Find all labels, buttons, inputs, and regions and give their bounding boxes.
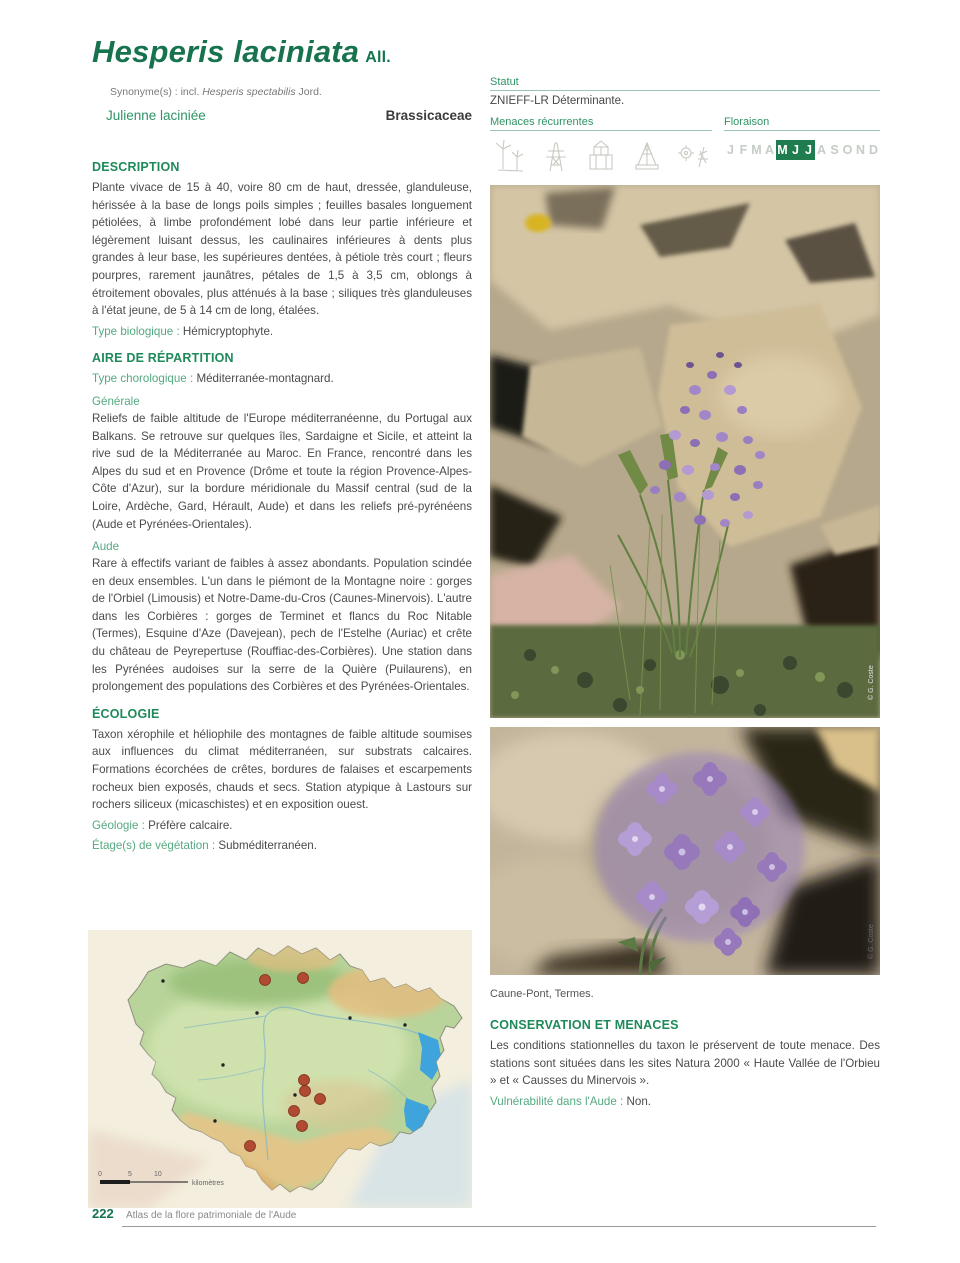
aude-text: Rare à effectifs variant de faibles à assez abondants. Population scindée en deux ensembles. L'un dans le piémont de la Montagne noire : gorges de l'Orbiel (Limousis) et Notre-Dame-du-Cros (Caunes-Minervois). L'autre dans les Corbières : gorges de Terminet et flancs du Roc Nitable (Termes), Esquine d'Aze (Davejean), pech de l'Estelhe (Auriac) et crête du château de Peyrepertuse (Rouffiac-des-Corbières). Une station dans les Pyrénées audoises sur la serre de la Quière (Puilaurens), en prolongement des populations des Corbières et des Pyrénées-Orientales. (92, 557, 472, 694)
scale-label-10: 10 (154, 1171, 162, 1178)
page-title (92, 34, 391, 70)
description-heading: DESCRIPTION (92, 160, 180, 174)
synonym-prefix: Synonyme(s) : incl. (110, 86, 200, 98)
synonym-species: Hesperis spectabilis (202, 86, 296, 98)
town-dot (403, 1023, 406, 1026)
month-cell: J (727, 143, 734, 157)
species-name: Hesperis laciniata (92, 34, 360, 69)
ecologie-heading: ÉCOLOGIE (92, 706, 160, 721)
town-dot (221, 1063, 224, 1066)
floraison-label: Floraison (724, 116, 880, 131)
month-cell: D (868, 143, 879, 157)
floraison-column (724, 116, 880, 175)
month-cell: M (776, 140, 789, 160)
geologie-value: Préfère calcaire. (148, 818, 233, 832)
ecologie-text: Taxon xérophile et héliophile des montagnes de faible altitude soumises aux influences du climat méditerranéen, sur substrats calcaires. Formations écorchées de crêtes, bordures de falaises et escarpements rocheux bien exposés, chauds et secs. Station atypique à Lastours sur rochers siliceux (micaschistes) et en exposition ouest. (92, 727, 472, 812)
vulnerabilite-line (490, 1093, 880, 1111)
type-biologique-label: Type biologique : (92, 324, 180, 338)
type-biologique-value: Hémicryptophyte. (182, 324, 274, 338)
occurrence-dot (289, 1106, 300, 1117)
type-biologique-line (92, 323, 472, 341)
town-dot (161, 979, 164, 982)
vulnerabilite-value: Non. (626, 1094, 651, 1108)
distribution-map (88, 930, 472, 1208)
month-cell: F (739, 143, 748, 157)
left-column (92, 160, 472, 858)
description-text: Plante vivace de 15 à 40, voire 80 cm de haut, dressée, glanduleuse, hérissée à la base de longs poils simples ; feuilles basales longuement pétiolées, à limbe profondément lobé dans leur partie inférieure et légèrement luisant dessus, les caulinaires inférieures à dents plus grandes à leur base, les supérieures dentées, à pétiole très court ; fleurs pourpres, rarement jaunâtres, pétales de 1,5 à 3,5 cm, oblongs à étroitement obovales, plus atténués à la base ; siliques très glanduleuses à l'état jeune, de 5 à 14 cm de long, étalées. (92, 181, 472, 318)
town-dot (255, 1011, 258, 1014)
occurrence-dot (299, 1075, 310, 1086)
page-number: 222 (92, 1206, 114, 1221)
menace-power-pylon-icon (536, 137, 574, 175)
occurrence-dot (298, 973, 309, 984)
month-cell: O (842, 143, 853, 157)
occurrence-dot (260, 975, 271, 986)
generale-subheading: Générale (92, 394, 140, 408)
synonym-author: Jord. (298, 86, 322, 98)
occurrence-dot (297, 1121, 308, 1132)
type-chorologique-label: Type chorologique : (92, 372, 194, 386)
flowering-months-strip (724, 140, 880, 160)
aude-subheading: Aude (92, 540, 120, 554)
status-label: Statut (490, 76, 880, 91)
generale-text: Reliefs de faible altitude de l'Europe méditerranéenne, du Portugal aux Balkans. Se retrouve sur quelques îles, Sardaigne et Sicile, et atteint la rive sud de la Méditerranée au Maroc. En France, rencontré dans les Alpes du sud et en Provence (Drôme et toute la région Provence-Alpes-Côte d'Azur), sur la bordure méridionale du Massif central (sud de la Loire, Ardèche, Gard, Hérault, Aude) et dans les reliefs pré-pyrénéens (Aude et Pyrénées-Orientales). (92, 411, 472, 531)
month-cell: J (789, 140, 802, 160)
vulnerabilite-label: Vulnérabilité dans l'Aude : (490, 1094, 624, 1108)
status-panel (490, 76, 880, 175)
status-value: ZNIEFF-LR Déterminante. (490, 95, 625, 107)
footer-rule (122, 1226, 876, 1227)
occurrence-dot (300, 1086, 311, 1097)
month-cell: S (830, 143, 839, 157)
menaces-floraison-row (490, 116, 880, 175)
scale-label-0: 0 (98, 1171, 102, 1178)
photo-credit-bottom: © G. Coste (868, 924, 875, 959)
family-name: Brassicaceae (385, 108, 472, 123)
conservation-section (490, 1018, 880, 1113)
month-cell: A (764, 143, 775, 157)
etages-line (92, 837, 472, 855)
month-cell: J (802, 140, 815, 160)
menace-wind-turbine-icon (490, 137, 528, 175)
town-dot (348, 1016, 351, 1019)
scale-unit-label: kilomètres (192, 1180, 224, 1187)
scale-label-5: 5 (128, 1171, 132, 1178)
geologie-label: Géologie : (92, 818, 145, 832)
menaces-column (490, 116, 712, 175)
conservation-text: Les conditions stationnelles du taxon le préservent de toute menace. Des stations sont situées dans les sites Natura 2000 « Haute Vallée de l'Orbieu » et « Causses du Minervois ». (490, 1039, 880, 1088)
menaces-label: Menaces récurrentes (490, 116, 712, 131)
conservation-heading: CONSERVATION ET MENACES (490, 1018, 679, 1032)
photo-credit-top: © G. Coste (868, 665, 875, 700)
month-cell: M (751, 143, 762, 157)
repartition-heading: AIRE DE RÉPARTITION (92, 351, 234, 366)
menace-quarry-crane-icon (628, 137, 666, 175)
photo-flower-closeup (490, 727, 880, 975)
occurrence-dot (245, 1141, 256, 1152)
month-cell: A (816, 143, 827, 157)
menace-invasive-gears-icon (674, 137, 712, 175)
photo-habitat (490, 185, 880, 718)
species-author: All. (365, 49, 391, 66)
etages-label: Étage(s) de végétation : (92, 839, 216, 853)
type-chorologique-value: Méditerranée-montagnard. (196, 372, 334, 386)
common-name: Julienne laciniée (106, 108, 206, 123)
menace-construction-icon (582, 137, 620, 175)
menace-icons-row (490, 137, 712, 175)
synonyms-line (110, 86, 322, 98)
geologie-line (92, 817, 472, 835)
occurrence-dot (315, 1094, 326, 1105)
name-row (106, 108, 472, 123)
etages-value: Subméditerranéen. (218, 839, 317, 853)
type-chorologique-line (92, 370, 472, 388)
footer-title: Atlas de la flore patrimoniale de l'Aude (126, 1210, 297, 1221)
town-dot (293, 1093, 296, 1096)
month-cell: N (855, 143, 866, 157)
town-dot (213, 1119, 216, 1122)
photo-caption: Caune-Pont, Termes. (490, 988, 594, 1000)
